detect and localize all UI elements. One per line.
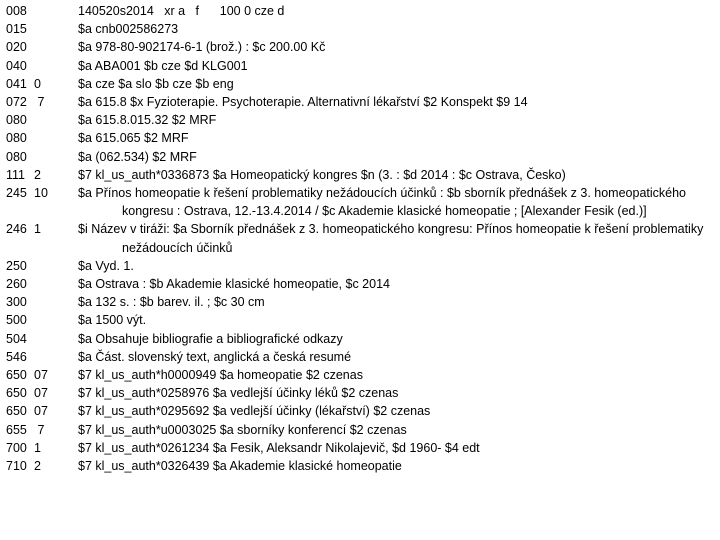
field-content: $a cze $a slo $b cze $b eng <box>78 76 234 91</box>
field-indicators: 07 <box>34 368 48 383</box>
marc-field <box>6 348 716 366</box>
field-tag: 655 <box>6 422 27 437</box>
field-tag: 504 <box>6 331 27 346</box>
field-tag: 546 <box>6 349 27 364</box>
field-tag: 040 <box>6 58 27 73</box>
field-tag: 246 <box>6 222 27 237</box>
field-content: $7 kl_us_auth*0258976 $a vedlejší účinky léků $2 czenas <box>78 386 399 401</box>
field-content: $7 kl_us_auth*0326439 $a Akademie klasické homeopatie <box>78 459 402 474</box>
field-tag: 700 <box>6 440 27 455</box>
marc-field <box>6 330 716 348</box>
marc-field <box>6 421 716 439</box>
field-content: $a ABA001 $b cze $d KLG001 <box>78 58 248 73</box>
marc-field <box>6 257 716 275</box>
field-content: $i Název v tiráži: $a Sborník přednášek z 3. homeopatického kongresu: Přínos homeopatie k řešení problematiky nežádoucích účinků <box>78 222 704 255</box>
marc-field <box>6 311 716 329</box>
marc-field <box>6 275 716 293</box>
field-tag: 650 <box>6 368 27 383</box>
marc-field <box>6 293 716 311</box>
field-content: $a 1500 výt. <box>78 313 147 328</box>
marc-field <box>6 75 716 93</box>
field-content: $a cnb002586273 <box>78 22 179 37</box>
field-tag: 080 <box>6 113 27 128</box>
marc-field <box>6 457 716 475</box>
field-tag: 245 <box>6 186 27 201</box>
field-content: $a Vyd. 1. <box>78 258 134 273</box>
field-indicators: 10 <box>34 186 48 201</box>
marc-record <box>6 2 716 475</box>
field-content: $a 615.065 $2 MRF <box>78 131 189 146</box>
field-tag: 015 <box>6 22 27 37</box>
field-tag: 250 <box>6 258 27 273</box>
field-indicators: 2 <box>34 459 41 474</box>
field-content: $a Část. slovenský text, anglická a česká resumé <box>78 349 352 364</box>
marc-field <box>6 220 716 256</box>
marc-field <box>6 439 716 457</box>
field-content: $7 kl_us_auth*0295692 $a vedlejší účinky (lékařství) $2 czenas <box>78 404 431 419</box>
field-indicators: 2 <box>34 167 41 182</box>
field-content: $a 615.8 $x Fyzioterapie. Psychoterapie. Alternativní lékařství $2 Konspekt $9 14 <box>78 95 528 110</box>
field-indicators: 07 <box>34 404 48 419</box>
field-tag: 111 <box>6 167 26 182</box>
field-content: $a 615.8.015.32 $2 MRF <box>78 113 217 128</box>
field-indicators: 7 <box>34 422 45 437</box>
marc-field <box>6 166 716 184</box>
field-content: $a Přínos homeopatie k řešení problematiky nežádoucích účinků : $b sborník přednášek z 3. homeopatického kongresu : Ostrava, 12.-13.4.2014 / $c Akademie klasické homeopatie ; [Alexander Fesik (ed.)] <box>78 186 686 219</box>
field-tag: 650 <box>6 386 27 401</box>
marc-field <box>6 148 716 166</box>
marc-field <box>6 402 716 420</box>
marc-field <box>6 384 716 402</box>
marc-field <box>6 57 716 75</box>
field-tag: 020 <box>6 40 27 55</box>
marc-field <box>6 20 716 38</box>
field-content: $7 kl_us_auth*u0003025 $a sborníky konferencí $2 czenas <box>78 422 407 437</box>
field-indicators: 1 <box>34 440 41 455</box>
field-content: $a 132 s. : $b barev. il. ; $c 30 cm <box>78 295 265 310</box>
marc-field <box>6 93 716 111</box>
field-tag: 080 <box>6 131 27 146</box>
field-indicators: 1 <box>34 222 41 237</box>
field-content: $7 kl_us_auth*h0000949 $a homeopatie $2 czenas <box>78 368 363 383</box>
field-content: $7 kl_us_auth*0261234 $a Fesik, Aleksandr Nikolajevič, $d 1960- $4 edt <box>78 440 480 455</box>
field-content: $a Ostrava : $b Akademie klasické homeopatie, $c 2014 <box>78 277 390 292</box>
field-content: $a Obsahuje bibliografie a bibliografické odkazy <box>78 331 343 346</box>
marc-field <box>6 366 716 384</box>
field-content: 140520s2014 xr a f 100 0 cze d <box>78 4 285 18</box>
field-tag: 500 <box>6 313 27 328</box>
field-content: $a (062.534) $2 MRF <box>78 149 197 164</box>
field-tag: 080 <box>6 149 27 164</box>
field-tag: 650 <box>6 404 27 419</box>
field-tag: 710 <box>6 459 27 474</box>
field-tag: 260 <box>6 277 27 292</box>
marc-field <box>6 2 716 20</box>
marc-field <box>6 184 716 220</box>
field-tag: 072 <box>6 95 27 110</box>
marc-field <box>6 111 716 129</box>
marc-field <box>6 38 716 56</box>
field-indicators: 0 <box>34 76 41 91</box>
field-indicators: 07 <box>34 386 48 401</box>
field-content: $7 kl_us_auth*0336873 $a Homeopatický kongres $n (3. : $d 2014 : $c Ostrava, Česko) <box>78 167 566 182</box>
field-tag: 041 <box>6 76 27 91</box>
marc-field <box>6 129 716 147</box>
field-tag: 008 <box>6 4 27 18</box>
field-tag: 300 <box>6 295 27 310</box>
field-content: $a 978-80-902174-6-1 (brož.) : $c 200.00 Kč <box>78 40 326 55</box>
field-indicators: 7 <box>34 95 45 110</box>
